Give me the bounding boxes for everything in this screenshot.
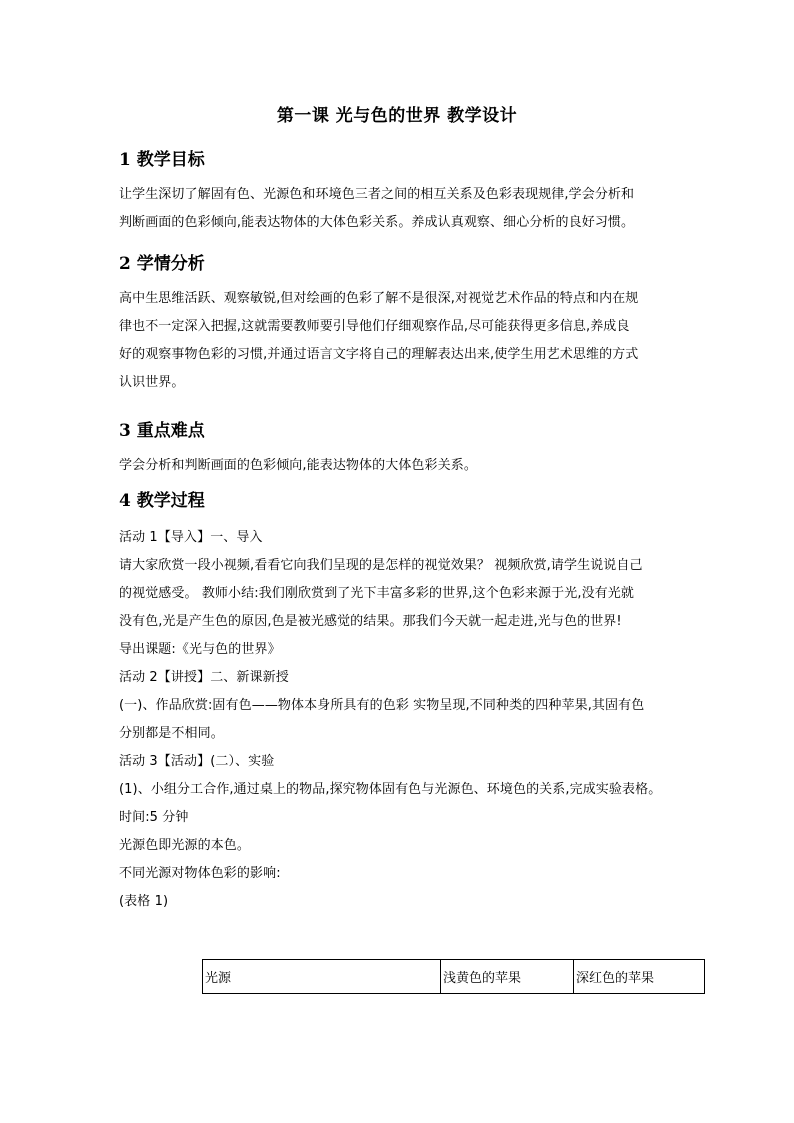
text-line: 认识世界。 <box>119 375 185 390</box>
text-line: 活动 3【活动】(二）、实验 <box>119 754 275 769</box>
section-body-analysis <box>119 285 699 397</box>
text-line: 学会分析和判断画面的色彩倾向,能表达物体的大体色彩关系。 <box>119 458 477 473</box>
text-line: 导出课题:《光与色的世界》 <box>119 642 281 657</box>
section-heading-objectives: 1 教学目标 <box>119 150 205 170</box>
document-title: 第一课 光与色的世界 教学设计 <box>276 106 518 126</box>
text-line: 高中生思维活跃、观察敏锐,但对绘画的色彩了解不是很深,对视觉艺术作品的特点和内在规 <box>119 291 639 306</box>
section-heading-key-points: 3 重点难点 <box>119 421 205 441</box>
section-body-objectives <box>119 181 699 237</box>
table-header-cell: 浅黄色的苹果 <box>441 960 574 994</box>
text-line: 光源色即光源的本色。 <box>119 838 251 853</box>
section-body-process <box>119 524 699 916</box>
text-line: 时间:5 分钟 <box>119 810 189 825</box>
text-line: (一)、作品欣赏:固有色——物体本身所具有的色彩 实物呈现,不同种类的四种苹果,其固有色 <box>119 698 645 713</box>
text-line: 不同光源对物体色彩的影响: <box>119 866 281 881</box>
text-line: 让学生深切了解固有色、光源色和环境色三者之间的相互关系及色彩表现规律,学会分析和 <box>119 187 635 202</box>
section-heading-analysis: 2 学情分析 <box>119 254 205 274</box>
table-header-cell: 深红色的苹果 <box>574 960 705 994</box>
section-body-key-points <box>119 452 699 480</box>
text-line: 没有色,光是产生色的原因,色是被光感觉的结果。那我们今天就一起走进,光与色的世界! <box>119 614 622 629</box>
light-source-table <box>202 959 705 994</box>
text-line: 律也不一定深入把握,这就需要教师要引导他们仔细观察作品,尽可能获得更多信息,养成良 <box>119 319 630 334</box>
text-line: (1)、小组分工合作,通过桌上的物品,探究物体固有色与光源色、环境色的关系,完成实验表格。 <box>119 782 662 797</box>
text-line: 好的观察事物色彩的习惯,并通过语言文字将自己的理解表达出来,使学生用艺术思维的方式 <box>119 347 639 362</box>
text-line: 活动 1【导入】一、导入 <box>119 530 263 545</box>
table-header-row <box>203 960 705 994</box>
text-line: 请大家欣赏一段小视频,看看它向我们呈现的是怎样的视觉效果？ 视频欣赏,请学生说说自己 <box>119 558 643 573</box>
text-line: 的视觉感受。 教师小结:我们刚欣赏到了光下丰富多彩的世界,这个色彩来源于光,没有光就 <box>119 586 634 601</box>
table-header-cell: 光源 <box>203 960 441 994</box>
text-line: (表格 1) <box>119 894 169 909</box>
section-heading-process: 4 教学过程 <box>119 491 205 511</box>
text-line: 分别都是不相同。 <box>119 726 224 741</box>
text-line: 判断画面的色彩倾向,能表达物体的大体色彩关系。养成认真观察、细心分析的良好习惯。 <box>119 215 635 230</box>
text-line: 活动 2【讲授】二、新课新授 <box>119 670 289 685</box>
